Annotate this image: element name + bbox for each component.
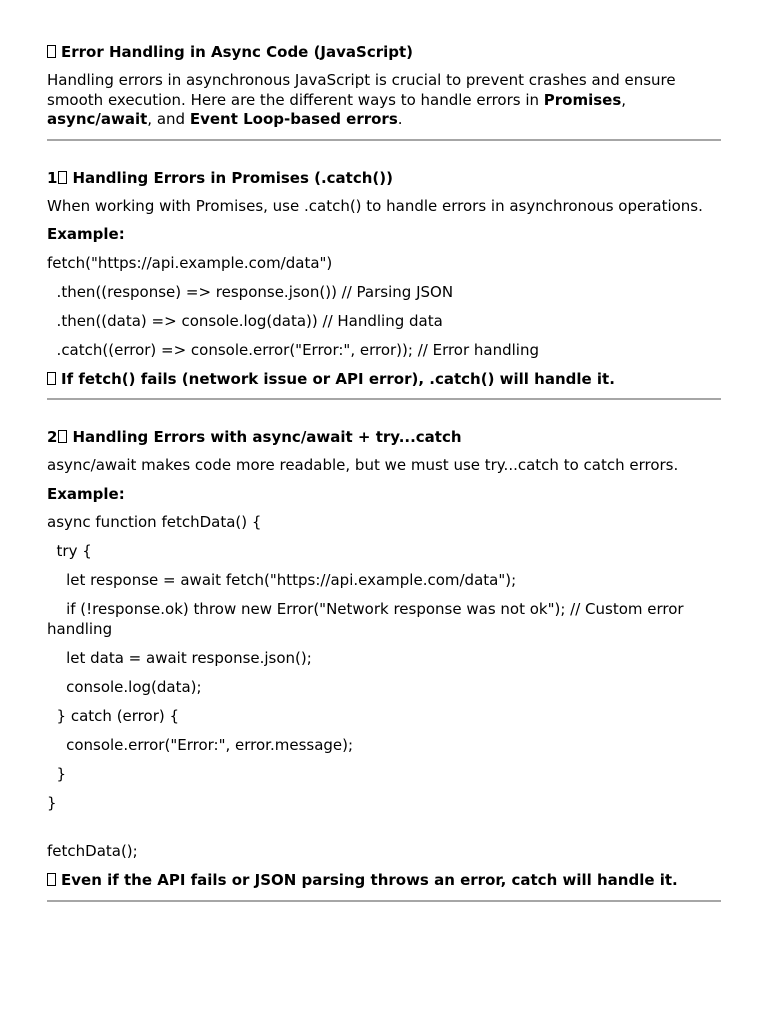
code-line-call: fetchData(); bbox=[47, 842, 138, 860]
code-line: .then((response) => response.json()) // Parsing JSON bbox=[47, 282, 454, 301]
code-line: } bbox=[47, 764, 67, 783]
section-2-title: 2 Handling Errors with async/await + try...catch bbox=[47, 428, 462, 446]
divider bbox=[47, 900, 721, 902]
section-2-example-label: Example: bbox=[47, 484, 125, 503]
intro-paragraph: Handling errors in asynchronous JavaScript is crucial to prevent crashes and ensure smooth execution. Here are the different ways to handle errors in Promises, async/await, and Event Loop-based errors. bbox=[47, 71, 676, 128]
section-2-number: 2 bbox=[47, 428, 58, 446]
code-line: fetch("https://api.example.com/data") bbox=[47, 253, 333, 272]
section-2-note: Even if the API fails or JSON parsing throws an error, catch will handle it. bbox=[47, 871, 721, 891]
divider bbox=[47, 398, 721, 400]
code-line: } bbox=[47, 793, 57, 812]
keycap-glyph-icon bbox=[58, 171, 67, 184]
code-line: .catch((error) => console.error("Error:", error)); // Error handling bbox=[47, 340, 540, 359]
code-line: console.log(data); bbox=[47, 677, 202, 696]
section-1-example-label: Example: bbox=[47, 225, 125, 243]
intro-bold-async-await: async/await bbox=[47, 110, 148, 128]
code-line: .then((data) => console.log(data)) // Handling data bbox=[47, 311, 443, 330]
section-1-description: When working with Promises, use .catch() to handle errors in asynchronous operations. bbox=[47, 196, 703, 215]
section-1-note: If fetch() fails (network issue or API error), .catch() will handle it. bbox=[47, 370, 721, 390]
section-1-number: 1 bbox=[47, 168, 58, 187]
code-line: try { bbox=[47, 542, 92, 560]
section-1-title: 1 Handling Errors in Promises (.catch()) bbox=[47, 168, 393, 187]
code-line: if (!response.ok) throw new Error("Network response was not ok"); // Custom error handling bbox=[47, 600, 689, 638]
code-line: } catch (error) { bbox=[47, 706, 180, 725]
code-line: async function fetchData() { bbox=[47, 513, 262, 531]
code-line: let data = await response.json(); bbox=[47, 648, 312, 667]
missing-glyph-icon bbox=[47, 372, 56, 385]
page-title: Error Handling in Async Code (JavaScript) bbox=[47, 42, 721, 62]
keycap-glyph-icon bbox=[58, 430, 67, 443]
intro-bold-promises: Promises bbox=[543, 90, 622, 109]
missing-glyph-icon bbox=[47, 873, 56, 886]
intro-bold-event-loop: Event Loop-based errors bbox=[189, 110, 398, 128]
section-2-description: async/await makes code more readable, but we must use try...catch to catch errors. bbox=[47, 456, 679, 474]
missing-glyph-icon bbox=[47, 45, 56, 58]
code-line: console.error("Error:", error.message); bbox=[47, 735, 354, 754]
blank-line bbox=[47, 823, 721, 843]
code-line: let response = await fetch("https://api.example.com/data"); bbox=[47, 571, 517, 589]
divider bbox=[47, 139, 721, 141]
